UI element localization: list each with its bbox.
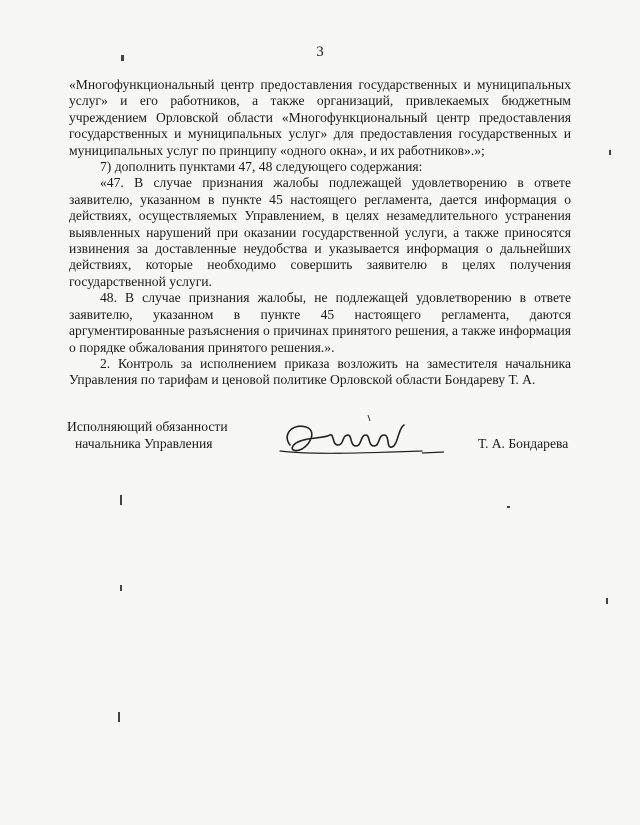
signatory-name: Т. А. Бондарева — [478, 436, 569, 451]
page-number: 3 — [316, 44, 324, 60]
scan-speck — [121, 55, 124, 61]
paragraph-point-47: «47. В случае признания жалобы подлежащей удовлетворению в ответе заявителю, указанном в пункте 45 настоящего регламента, дается информация о действиях, осуществляемых Управлением, в целях незамедлительного устранения выявленных нарушений при оказании государственной услуги, а также приносятся извинения за доставленные неудобства и указывается информация о дальнейших действиях, которые необходимо совершить заявителю в целях получения государственной услуги. — [69, 175, 571, 289]
paragraph-item-7: 7) дополнить пунктами 47, 48 следующего содержания: — [100, 159, 423, 175]
scan-speck — [120, 495, 122, 505]
handwritten-signature — [272, 405, 452, 465]
signatory-role-line1: Исполняющий обязанности — [67, 419, 228, 434]
scan-speck — [609, 150, 611, 155]
signatory-role-line2: начальника Управления — [75, 436, 213, 451]
scan-speck — [606, 598, 608, 604]
scan-speck — [118, 712, 120, 722]
scan-speck — [120, 585, 122, 591]
document-body — [69, 77, 571, 389]
scan-speck — [507, 506, 510, 508]
paragraph-control: 2. Контроль за исполнением приказа возложить на заместителя начальника Управления по тарифам и ценовой политике Орловской области Бондареву Т. А. — [69, 355, 571, 388]
paragraph-point-48: 48. В случае признания жалобы, не подлежащей удовлетворению в ответе заявителю, указанном в пункте 45 настоящего регламента, даются аргументированные разъяснения о причинах принятого решения, а также информация о порядке обжалования принятого решения.». — [69, 290, 571, 355]
paragraph-continuation: «Многофункциональный центр предоставления государственных и муниципальных услуг» и его работников, а также организаций, привлекаемых бюджетным учреждением Орловской области «Многофункциональный центр предоставления государственных и муниципальных услуг» для предоставления государственных и муниципальных услуг по принципу «одного окна», и их работников».»; — [69, 77, 571, 158]
signatory-role — [67, 418, 228, 452]
